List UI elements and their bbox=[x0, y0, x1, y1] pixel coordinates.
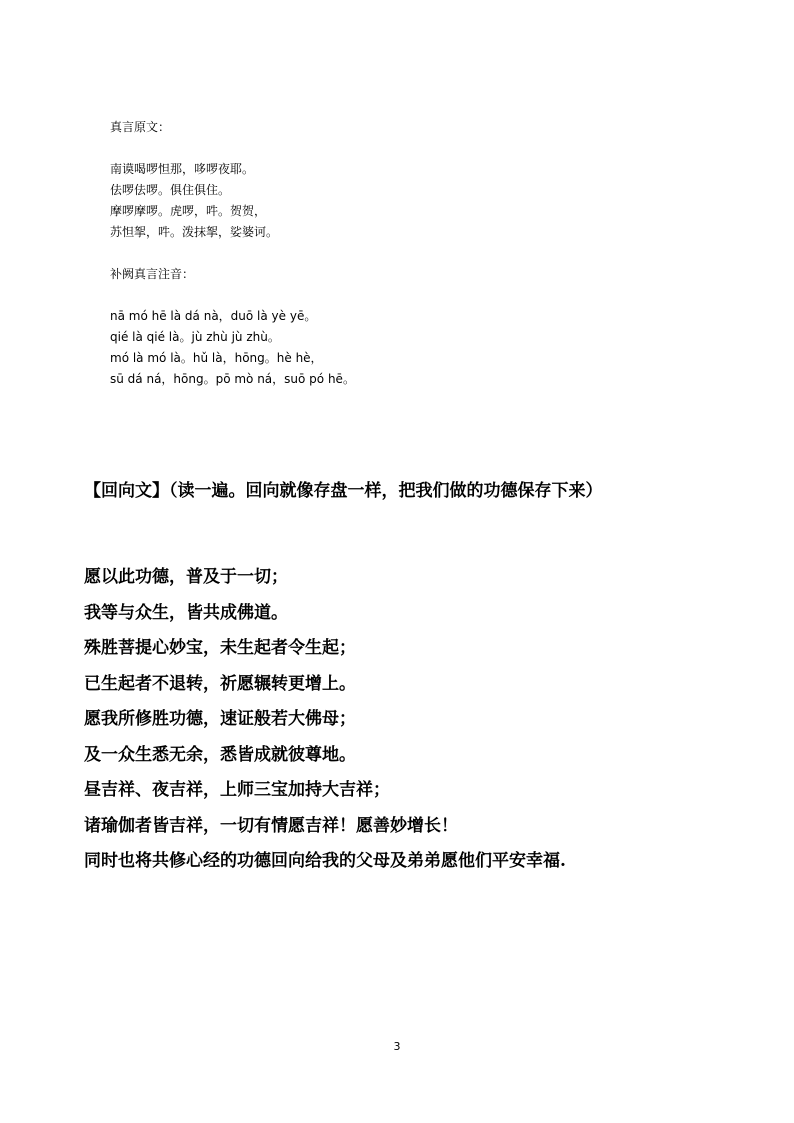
dedication-line: 同时也将共修心经的功德回向给我的父母及弟弟愿他们平安幸福. bbox=[84, 851, 566, 871]
mantra-pinyin-line: nā mó hē là dá nà，duō là yè yē。 bbox=[110, 309, 317, 323]
page-number: 3 bbox=[393, 1040, 401, 1053]
mantra-pinyin-line: mó là mó là。hǔ là，hōng。hè hè， bbox=[110, 351, 323, 365]
dedication-line: 愿以此功德，普及于一切； bbox=[84, 567, 288, 587]
mantra-original-heading: 真言原文： bbox=[110, 120, 171, 134]
dedication-line: 昼吉祥、夜吉祥，上师三宝加持大吉祥； bbox=[84, 780, 390, 800]
mantra-original-section bbox=[110, 117, 170, 138]
mantra-pinyin-lines bbox=[110, 306, 355, 390]
dedication-line: 及一众生悉无余，悉皆成就彼尊地。 bbox=[84, 744, 356, 765]
dedication-line: 我等与众生，皆共成佛道。 bbox=[84, 602, 288, 623]
dedication-line: 已生起者不退转，祈愿辗转更增上。 bbox=[84, 673, 356, 694]
dedication-line: 诸瑜伽者皆吉祥，一切有情愿吉祥！愿善妙增长！ bbox=[84, 815, 458, 836]
mantra-pinyin-heading: 补阙真言注音： bbox=[110, 267, 195, 281]
dedication-verses bbox=[84, 560, 784, 880]
mantra-original-lines bbox=[110, 159, 278, 243]
mantra-original-line: 南谟喝啰怛那，哆啰夜耶。 bbox=[110, 162, 255, 176]
dedication-line: 殊胜菩提心妙宝，未生起者令生起； bbox=[84, 638, 356, 658]
mantra-pinyin-line: qié là qié là。jù zhù jù zhù。 bbox=[110, 330, 280, 344]
mantra-original-line: 摩啰摩啰。虎啰，吽。贺贺， bbox=[110, 204, 267, 218]
mantra-pinyin-section bbox=[110, 264, 194, 285]
dedication-line: 愿我所修胜功德，速证般若大佛母； bbox=[84, 709, 356, 729]
dedication-heading: 【回向文】（读一遍。回向就像存盘一样，把我们做的功德保存下来） bbox=[84, 481, 603, 501]
mantra-original-line: 苏怛挐，吽。泼抹挐，娑婆诃。 bbox=[110, 225, 279, 239]
mantra-original-line: 佉啰佉啰。俱住俱住。 bbox=[110, 183, 231, 197]
mantra-pinyin-line: sū dá ná，hōng。pō mò ná，suō pó hē。 bbox=[110, 372, 355, 386]
